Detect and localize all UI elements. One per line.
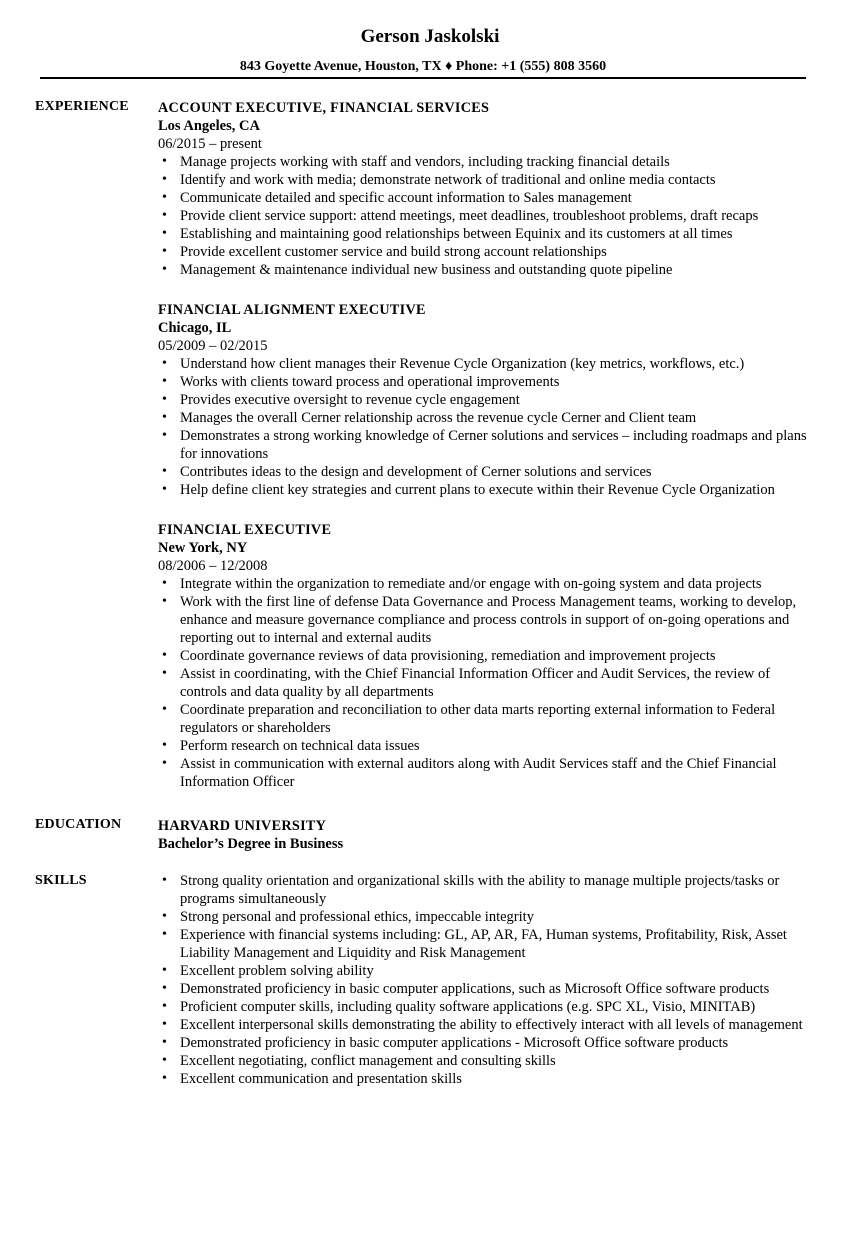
list-item: • Provides executive oversight to revenue cycle engagement <box>158 391 818 409</box>
job-title: FINANCIAL EXECUTIVE <box>158 522 332 538</box>
job-responsibilities <box>158 355 818 499</box>
list-item: • Assist in communication with external auditors along with Audit Services staff and the Chief Financial Information Officer <box>158 755 818 791</box>
education-entry <box>158 817 818 853</box>
list-item: • Contributes ideas to the design and development of Cerner solutions and services <box>158 463 818 481</box>
job-entry <box>158 301 818 499</box>
skills-entry <box>158 872 818 1088</box>
list-item: • Identify and work with media; demonstrate network of traditional and online media contacts <box>158 171 818 189</box>
list-item: • Provide client service support: attend meetings, meet deadlines, troubleshoot problems, draft recaps <box>158 207 818 225</box>
list-item: • Coordinate governance reviews of data provisioning, remediation and improvement projects <box>158 647 818 665</box>
job-responsibilities <box>158 575 818 791</box>
degree: Bachelor’s Degree in Business <box>158 836 344 852</box>
job-location: Los Angeles, CA <box>158 118 260 134</box>
candidate-name: Gerson Jaskolski <box>360 26 500 47</box>
list-item: • Provide excellent customer service and build strong account relationships <box>158 243 818 261</box>
job-entry <box>158 521 818 791</box>
list-item: • Management & maintenance individual new business and outstanding quote pipeline <box>158 261 818 279</box>
experience-heading: EXPERIENCE <box>35 99 129 114</box>
job-location: Chicago, IL <box>158 320 232 336</box>
list-item: • Demonstrated proficiency in basic computer applications - Microsoft Office software products <box>158 1034 818 1052</box>
list-item: • Works with clients toward process and operational improvements <box>158 373 818 391</box>
list-item: • Proficient computer skills, including quality software applications (e.g. SPC XL, Visio, MINITAB) <box>158 998 818 1016</box>
list-item: • Assist in coordinating, with the Chief Financial Information Officer and Audit Services, the review of controls and data quality by all departments <box>158 665 818 701</box>
list-item: • Strong quality orientation and organizational skills with the ability to manage multiple projects/tasks or programs simultaneously <box>158 872 818 908</box>
job-entry <box>158 99 818 279</box>
list-item: • Perform research on technical data issues <box>158 737 818 755</box>
skills-list <box>158 872 818 1088</box>
list-item: • Demonstrated proficiency in basic computer applications, such as Microsoft Office software products <box>158 980 818 998</box>
list-item: • Coordinate preparation and reconciliation to other data marts reporting external information to Federal regulators or shareholders <box>158 701 818 737</box>
list-item: • Manages the overall Cerner relationship across the revenue cycle Cerner and Client team <box>158 409 818 427</box>
list-item: • Strong personal and professional ethics, impeccable integrity <box>158 908 818 926</box>
job-location: New York, NY <box>158 540 248 556</box>
job-title: ACCOUNT EXECUTIVE, FINANCIAL SERVICES <box>158 100 490 116</box>
list-item: • Excellent negotiating, conflict management and consulting skills <box>158 1052 818 1070</box>
school-name: HARVARD UNIVERSITY <box>158 818 327 834</box>
job-responsibilities <box>158 153 818 279</box>
education-heading: EDUCATION <box>35 817 122 832</box>
list-item: • Excellent interpersonal skills demonstrating the ability to effectively interact with all levels of management <box>158 1016 818 1034</box>
contact-info: 843 Goyette Avenue, Houston, TX ♦ Phone: +1 (555) 808 3560 <box>239 59 607 74</box>
header-divider <box>40 77 806 79</box>
list-item: • Work with the first line of defense Data Governance and Process Management teams, working to develop, enhance and measure governance compliance and process controls in support of on-going operations and reporting out to internal and external audits <box>158 593 818 647</box>
job-dates: 08/2006 – 12/2008 <box>158 558 268 574</box>
list-item: • Experience with financial systems including: GL, AP, AR, FA, Human systems, Profitability, Risk, Asset Liability Management and Liquidity and Risk Management <box>158 926 818 962</box>
skills-heading: SKILLS <box>35 873 87 888</box>
list-item: • Integrate within the organization to remediate and/or engage with on-going system and data projects <box>158 575 818 593</box>
list-item: • Excellent communication and presentation skills <box>158 1070 818 1088</box>
list-item: • Manage projects working with staff and vendors, including tracking financial details <box>158 153 818 171</box>
job-title: FINANCIAL ALIGNMENT EXECUTIVE <box>158 302 426 318</box>
list-item: • Help define client key strategies and current plans to execute within their Revenue Cycle Organization <box>158 481 818 499</box>
job-dates: 05/2009 – 02/2015 <box>158 338 268 354</box>
job-dates: 06/2015 – present <box>158 136 262 152</box>
list-item: • Demonstrates a strong working knowledge of Cerner solutions and services – including roadmaps and plans for innovations <box>158 427 818 463</box>
list-item: • Communicate detailed and specific account information to Sales management <box>158 189 818 207</box>
list-item: • Understand how client manages their Revenue Cycle Organization (key metrics, workflows, etc.) <box>158 355 818 373</box>
list-item: • Excellent problem solving ability <box>158 962 818 980</box>
list-item: • Establishing and maintaining good relationships between Equinix and its customers at all times <box>158 225 818 243</box>
